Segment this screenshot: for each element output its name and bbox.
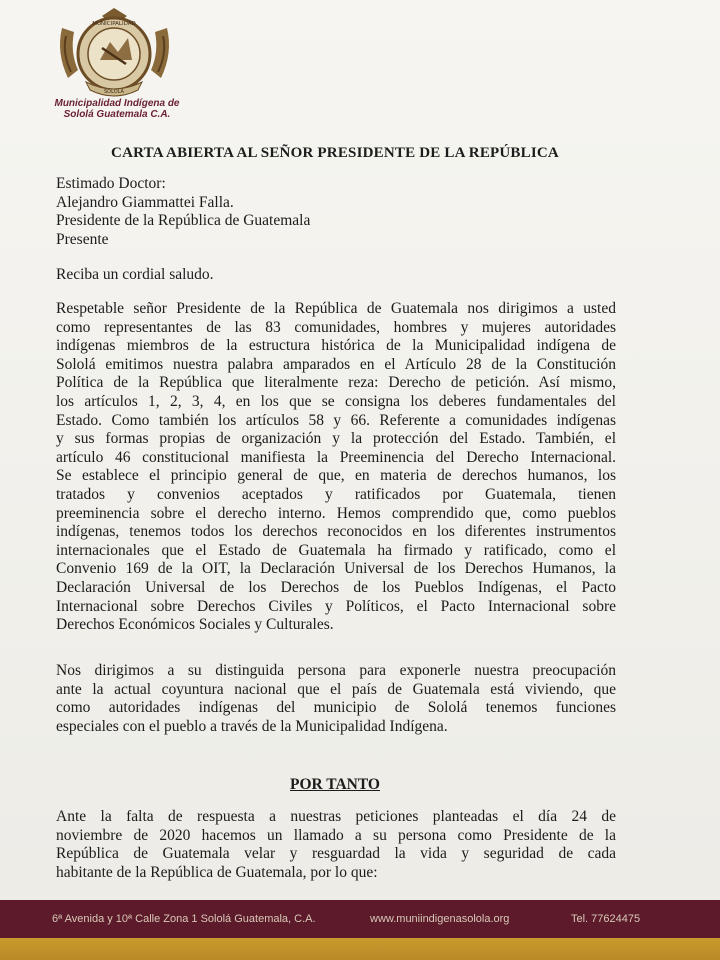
paragraph-line: como autoridades indígenas del municipio de Sololá tenemos funciones (56, 699, 616, 717)
paragraph-line: Derechos Económicos Sociales y Culturales. (56, 616, 334, 634)
paragraph-line: Estado. Como también los artículos 58 y 66. Referente a comunidades indígenas (56, 411, 616, 429)
paragraph-line: Sololá emitimos nuestra palabra amparados en el Artículo 28 de la Constitución (56, 355, 616, 373)
paragraph-line: Se establece el principio general de que, en materia de derechos humanos, los (56, 467, 616, 485)
address-line: Presente (56, 230, 109, 248)
paragraph-line: preeminencia sobre el derecho interno. Hemos comprendido que, como pueblos (56, 504, 616, 522)
seal-text-top: MUNICIPALIDAD (92, 21, 136, 27)
seal-text-bottom: SOLOLÁ (104, 89, 124, 95)
paragraph-line: Declaración Universal de los Derechos de los Pueblos Indígenas, el Pacto (56, 578, 616, 596)
paragraph-line: Respetable señor Presidente de la República de Guatemala nos dirigimos a usted (56, 300, 616, 317)
paragraph-line: internacionales que el Estado de Guatemala ha firmado y ratificado, como el (56, 541, 616, 559)
organization-name-line1: Municipalidad Indígena de (54, 98, 180, 109)
paragraph-line: Nos dirigimos a su distinguida persona para exponerle nuestra preocupación (56, 662, 616, 679)
greeting: Reciba un cordial saludo. (56, 266, 214, 283)
section-title-por-tanto: POR TANTO (289, 776, 380, 793)
body-paragraph-3 (56, 808, 616, 882)
paragraph-line: especiales con el pueblo a través de la Municipalidad Indígena. (56, 717, 448, 735)
paragraph-line: ante la actual coyuntura nacional que el país de Guatemala está viviendo, que (56, 680, 616, 698)
recipient-address (56, 175, 616, 249)
address-line: Alejandro Giammattei Falla. (56, 193, 234, 211)
paragraph-line: y sus formas propias de organización y la protección del Estado. También, el (56, 430, 616, 448)
paragraph-line: habitante de la República de Guatemala, por lo que: (56, 863, 378, 881)
paragraph-line: Ante la falta de respuesta a nuestras peticiones planteadas el día 24 de (56, 808, 616, 825)
footer-address: 6ª Avenida y 10ª Calle Zona 1 Sololá Guatemala, C.A. (52, 913, 316, 925)
address-line: Estimado Doctor: (56, 175, 166, 192)
letter-title: CARTA ABIERTA AL SEÑOR PRESIDENTE DE LA REPÚBLICA (111, 145, 559, 161)
body-paragraph-1 (56, 300, 616, 635)
seal-icon (52, 8, 177, 103)
organization-name (52, 98, 182, 120)
body-paragraph-2 (56, 662, 616, 736)
footer-website: www.muniindigenasolola.org (370, 913, 510, 925)
paragraph-line: indígenas miembros de la estructura histórica de la Municipalidad indígena de (56, 337, 616, 355)
paragraph-line: artículo 46 constitucional manifiesta la Preeminencia del Derecho Internacional. (56, 448, 616, 466)
paragraph-line: tratados y convenios aceptados y ratificados por Guatemala, tienen (56, 485, 616, 503)
footer-gold-stripe (0, 938, 720, 960)
letterhead-footer (0, 900, 720, 938)
footer-phone: Tel. 77624475 (571, 913, 641, 925)
paragraph-line: Política de la República que literalmente reza: Derecho de petición. Así mismo, (56, 374, 616, 392)
address-line: Presidente de la República de Guatemala (56, 212, 311, 230)
paragraph-line: como representantes de las 83 comunidades, hombres y mujeres autoridades (56, 318, 616, 336)
organization-name-line2: Sololá Guatemala C.A. (63, 109, 171, 120)
paragraph-line: Internacional sobre Derechos Civiles y Políticos, el Pacto Internacional sobre (56, 597, 616, 615)
paragraph-line: República de Guatemala velar y resguardad la vida y seguridad de cada (56, 845, 616, 863)
paragraph-line: Convenio 169 de la OIT, la Declaración Universal de los Derechos Humanos, la (56, 560, 616, 578)
paragraph-line: noviembre de 2020 hacemos un llamado a su persona como Presidente de la (56, 826, 616, 844)
paragraph-line: indígenas, tenemos todos los derechos reconocidos en los diferentes instrumentos (56, 523, 616, 541)
paragraph-line: los artículos 1, 2, 3, 4, en los que se consigna los deberes fundamentales del (56, 392, 616, 410)
